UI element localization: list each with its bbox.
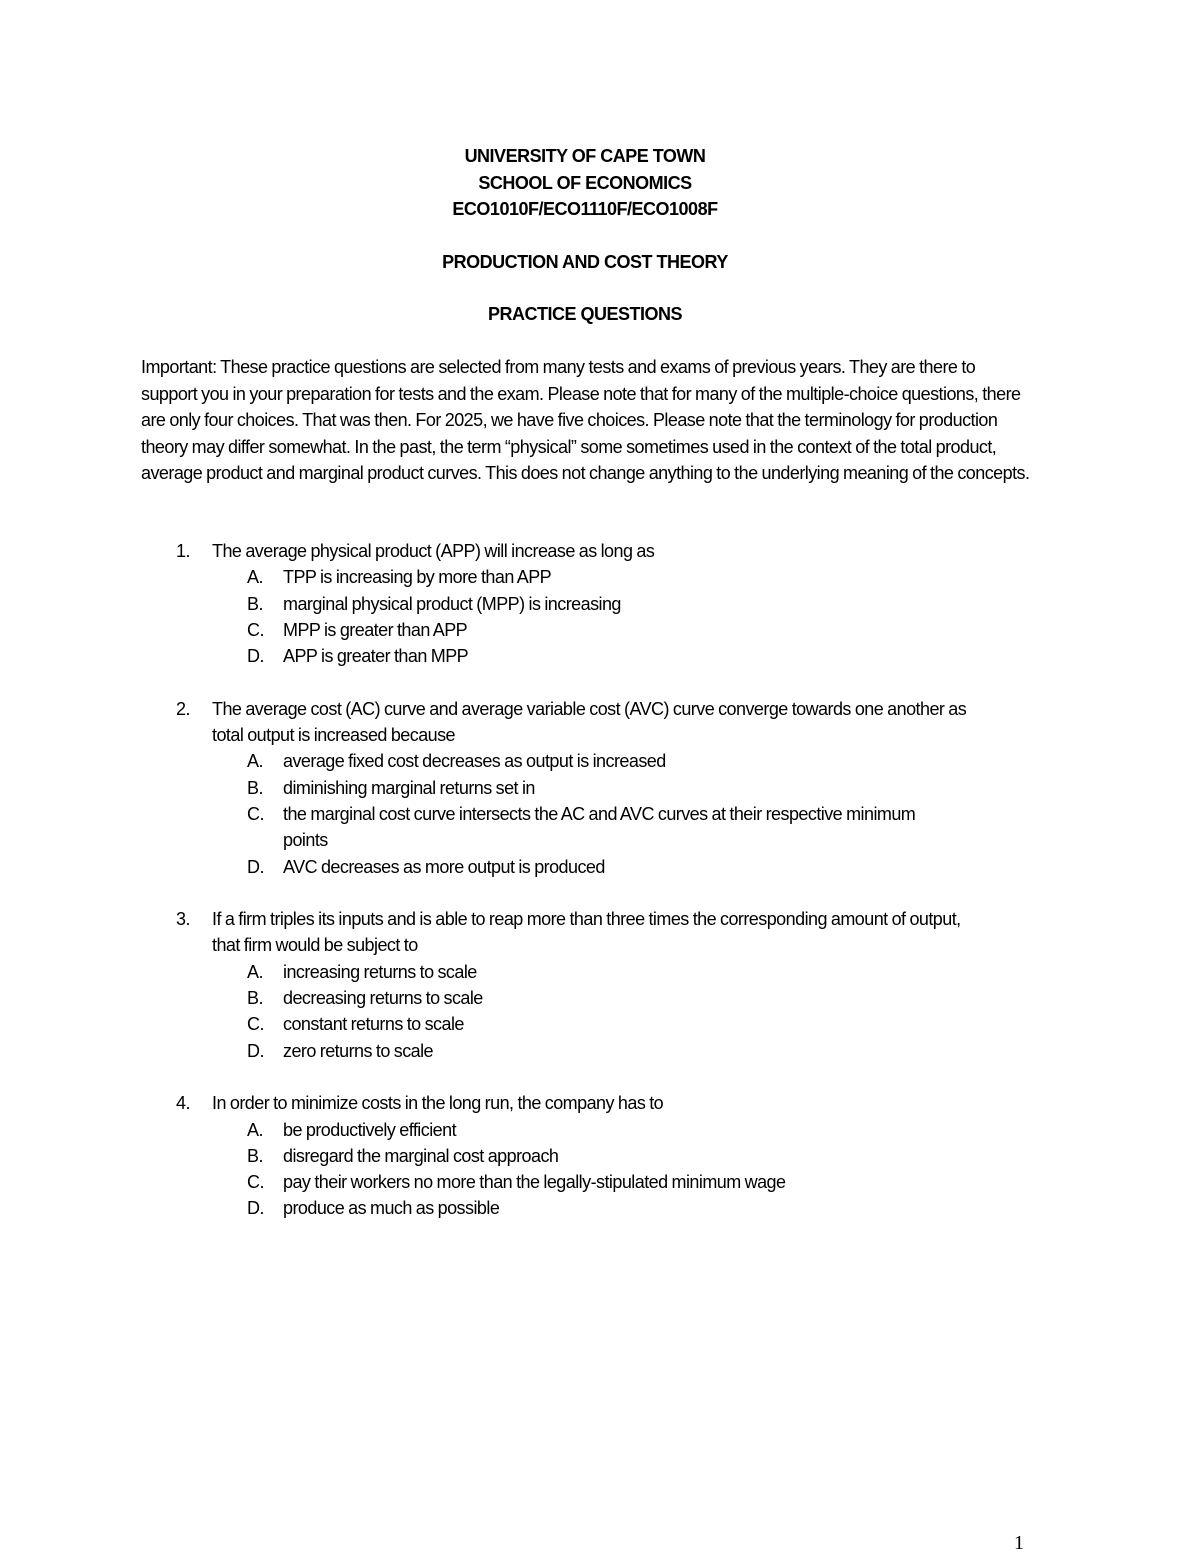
intro-paragraph: Important: These practice questions are selected from many tests and exams of previous years. They are there to support you in your preparation for tests and the exam. Please note that for many of the multiple-choice questions, there are only four choices. That was then. For 2025, we have five choices. Please note that the terminology for production theory may differ somewhat. In the past, the term “physical” some sometimes used in the context of the total product, average product and marginal product curves. This does not change anything to the underlying meaning of the concepts. [141, 357, 1030, 483]
option-letter: B. [247, 593, 263, 614]
option-c [0, 1011, 1200, 1037]
option-text: constant returns to scale [283, 1014, 464, 1035]
question-number: 1. [176, 541, 190, 561]
question-number: 3. [176, 909, 190, 930]
option-letter: D. [247, 856, 264, 877]
option-letter: C. [247, 1172, 264, 1193]
option-d [0, 1195, 1200, 1221]
school-name: SCHOOL OF ECONOMICS [478, 172, 692, 193]
option-text: decreasing returns to scale [283, 988, 483, 1009]
option-text: TPP is increasing by more than APP [283, 567, 552, 588]
option-letter: A. [247, 961, 263, 982]
question-stem: The average physical product (APP) will increase as long as [212, 541, 655, 561]
option-text: disregard the marginal cost approach [283, 1145, 559, 1166]
option-b [0, 1143, 1200, 1169]
option-text: zero returns to scale [283, 1040, 434, 1061]
question-number: 2. [176, 698, 190, 719]
option-letter: C. [247, 619, 264, 640]
course-codes: ECO1010F/ECO1110F/ECO1008F [452, 199, 718, 219]
option-b [0, 985, 1200, 1011]
option-text: AVC decreases as more output is produced [283, 856, 605, 877]
option-text: average fixed cost decreases as output is increased [283, 751, 666, 772]
option-letter: D. [247, 646, 264, 667]
page-number: 1 [1014, 1532, 1024, 1554]
document-header [0, 143, 1170, 328]
question-2 [0, 696, 1200, 880]
option-text: pay their workers no more than the legally-stipulated minimum wage [283, 1172, 786, 1193]
option-letter: A. [247, 751, 263, 772]
option-text: be productively efficient [283, 1119, 457, 1140]
option-c [0, 801, 1200, 854]
option-text: MPP is greater than APP [283, 619, 468, 640]
option-letter: B. [247, 777, 263, 798]
option-letter: D. [247, 1040, 264, 1061]
option-letter: A. [247, 1119, 263, 1140]
question-4 [0, 1090, 1200, 1221]
question-3 [0, 906, 1200, 1064]
option-text: APP is greater than MPP [283, 646, 469, 667]
option-d [0, 643, 1200, 669]
question-number: 4. [176, 1093, 190, 1114]
option-b [0, 775, 1200, 801]
option-a [0, 959, 1200, 985]
document-subtitle: PRACTICE QUESTIONS [487, 304, 683, 324]
question-1 [0, 538, 1200, 669]
question-list [0, 538, 1200, 1248]
option-text: increasing returns to scale [283, 961, 477, 982]
option-a [0, 1117, 1200, 1143]
option-c [0, 617, 1200, 643]
topic-title: PRODUCTION AND COST THEORY [442, 251, 728, 272]
option-letter: C. [247, 1014, 264, 1035]
option-text: the marginal cost curve intersects the AC and AVC curves at their respective minimum points [283, 803, 916, 851]
option-d [0, 1038, 1200, 1064]
option-letter: A. [247, 567, 263, 588]
option-text: produce as much as possible [283, 1198, 500, 1219]
option-a [0, 564, 1200, 590]
option-letter: B. [247, 1145, 263, 1166]
option-letter: B. [247, 988, 263, 1009]
question-stem: In order to minimize costs in the long run, the company has to [212, 1093, 664, 1114]
option-b [0, 591, 1200, 617]
option-letter: D. [247, 1198, 264, 1219]
question-stem: The average cost (AC) curve and average variable cost (AVC) curve converge towards one another as total output is increased because [212, 698, 967, 746]
university-name: UNIVERSITY OF CAPE TOWN [464, 146, 706, 166]
option-c [0, 1169, 1200, 1195]
option-d [0, 854, 1200, 880]
question-stem: If a firm triples its inputs and is able to reap more than three times the corresponding amount of output, that firm would be subject to [212, 909, 961, 956]
option-text: diminishing marginal returns set in [283, 777, 535, 798]
option-text: marginal physical product (MPP) is increasing [283, 593, 621, 614]
option-a [0, 748, 1200, 774]
option-letter: C. [247, 803, 264, 824]
